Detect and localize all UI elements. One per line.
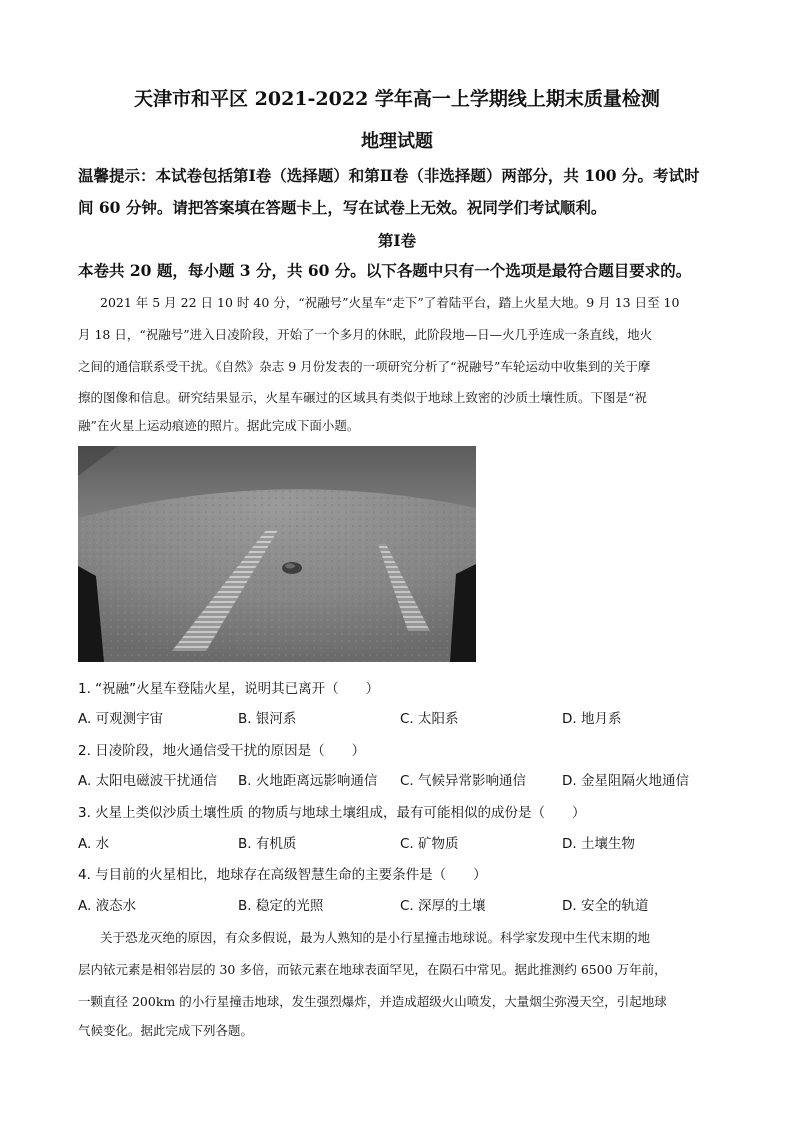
question-1-option-a[interactable]: A. 可观测宇宙: [78, 711, 164, 727]
question-3-option-d[interactable]: D. 土壤生物: [562, 836, 635, 852]
question-3-stem: 3. 火星上类似沙质土壤性质 的物质与地球土壤组成，最有可能相似的成份是（ ）: [78, 805, 586, 821]
question-3-option-b[interactable]: B. 有机质: [238, 836, 297, 852]
question-2-option-c[interactable]: C. 气候异常影响通信: [400, 773, 527, 789]
question-1-option-c[interactable]: C. 太阳系: [400, 711, 459, 727]
question-2-option-d[interactable]: D. 金星阻隔火地通信: [562, 773, 689, 789]
passage2-line: 气候变化。据此完成下列各题。: [78, 1023, 254, 1038]
page-title: 天津市和平区 2021-2022 学年高一上学期线上期末质量检测: [134, 88, 660, 110]
passage2-line: 层内铱元素是相邻岩层的 30 多倍，而铱元素在地球表面罕见，在陨石中常见。据此推测约 6500 万年前，: [78, 962, 667, 977]
question-4-option-c[interactable]: C. 深厚的土壤: [400, 898, 486, 914]
question-2-option-a[interactable]: A. 太阳电磁波干扰通信: [78, 773, 218, 789]
passage2-line: 一颗直径 200km 的小行星撞击地球，发生强烈爆炸，并造成超级火山喷发，大量烟尘弥漫天空，引起地球: [78, 994, 667, 1009]
question-4-option-a[interactable]: A. 液态水: [78, 898, 137, 914]
question-2-option-b[interactable]: B. 火地距离远影响通信: [238, 773, 378, 789]
notice-line-2: 间 60 分钟。请把答案填在答题卡上，写在试卷上无效。祝同学们考试顺利。: [78, 198, 607, 217]
notice-line-1: 温馨提示：本试卷包括第Ⅰ卷（选择题）和第Ⅱ卷（非选择题）两部分，共 100 分。考试时: [78, 166, 700, 185]
question-3-option-a[interactable]: A. 水: [78, 836, 110, 852]
subject-title: 地理试题: [361, 131, 433, 152]
question-1-option-b[interactable]: B. 银河系: [238, 711, 297, 727]
question-4-option-d[interactable]: D. 安全的轨道: [562, 898, 649, 914]
passage1-line: 之间的通信联系受干扰。《自然》杂志 9 月份发表的一项研究分析了“祝融号”车轮运动中收集到的关于摩: [78, 359, 651, 374]
mars-rover-tracks-photo: [78, 446, 476, 662]
passage2-line: 关于恐龙灭绝的原因，有众多假说，最为人熟知的是小行星撞击地球说。科学家发现中生代末期的地: [100, 930, 651, 945]
question-1-stem: 1. “祝融”火星车登陆火星，说明其已离开（ ）: [78, 681, 380, 697]
section-title: 第Ⅰ卷: [377, 231, 417, 250]
question-1-option-d[interactable]: D. 地月系: [562, 711, 622, 727]
passage1-line: 融”在火星上运动痕迹的照片。据此完成下面小题。: [78, 418, 360, 433]
passage1-line: 擦的图像和信息。研究结果显示，火星车碾过的区域具有类似于地球上致密的沙质土壤性质。下图是“祝: [78, 390, 647, 405]
section-instruction: 本卷共 20 题，每小题 3 分，共 60 分。以下各题中只有一个选项是最符合题目要求的。: [78, 261, 692, 280]
question-3-option-c[interactable]: C. 矿物质: [400, 836, 459, 852]
passage1-line: 月 18 日，“祝融号”进入日凌阶段，开始了一个多月的休眠，此阶段地—日—火几乎连成一条直线，地火: [78, 327, 653, 342]
passage1-line: 2021 年 5 月 22 日 10 时 40 分，“祝融号”火星车“走下”了着陆平台，踏上火星大地。9 月 13 日至 10: [100, 295, 680, 310]
question-4-option-b[interactable]: B. 稳定的光照: [238, 898, 324, 914]
question-4-stem: 4. 与目前的火星相比，地球存在高级智慧生命的主要条件是（ ）: [78, 867, 487, 883]
question-2-stem: 2. 日凌阶段，地火通信受干扰的原因是（ ）: [78, 743, 366, 759]
